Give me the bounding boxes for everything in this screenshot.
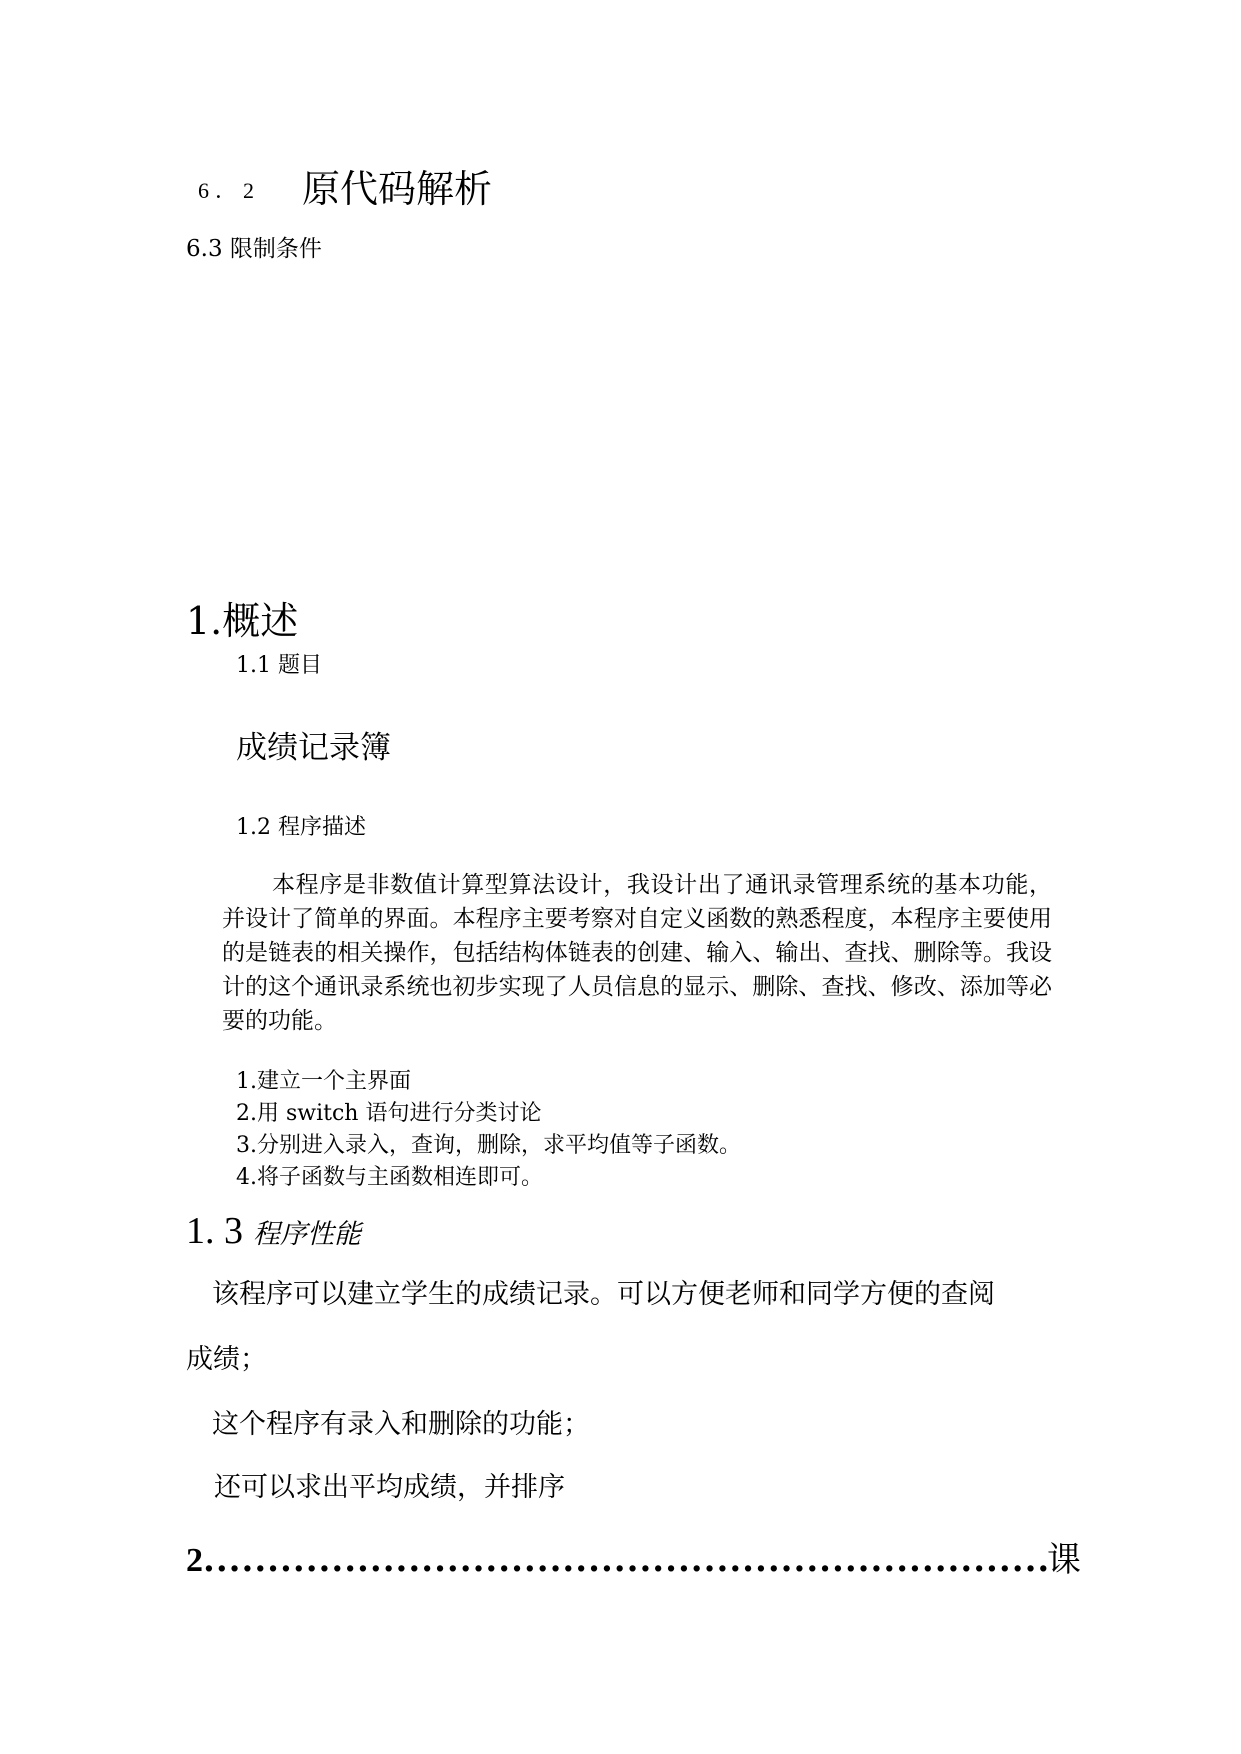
performance-line-2: 成绩； — [186, 1344, 267, 1375]
section-1-3-heading — [186, 1208, 361, 1253]
section-1-1-heading: 1.1 题目 — [236, 653, 322, 678]
section-1-3-title: 程序性能 — [253, 1219, 361, 1250]
program-description: 本程序是非数值计算型算法设计，我设计出了通讯录管理系统的基本功能，并设计了简单的界面。本程序主要考察对自定义函数的熟悉程度，本程序主要使用的是链表的相关操作，包括结构体链表的创建、输入、输出、查找、删除等。我设计的这个通讯录系统也初步实现了人员信息的显示、删除、查找、修改、添加等必要的功能。 — [222, 872, 1052, 1034]
toc-entry — [186, 1532, 1081, 1581]
steps-list — [236, 1066, 741, 1194]
list-item: 1.建立一个主界面 — [236, 1069, 411, 1094]
section-6-2-number: 6．2 — [198, 178, 261, 203]
toc-entry-number: 2 — [186, 1542, 203, 1579]
section-1-3-number: 1. 3 — [186, 1210, 243, 1252]
toc-leader-dots — [203, 1540, 1047, 1580]
performance-line-3: 这个程序有录入和删除的功能； — [212, 1409, 590, 1440]
chapter-1-heading: 1.概述 — [186, 599, 299, 643]
section-6-2-title: 原代码解析 — [302, 167, 493, 211]
list-item: 4.将子函数与主函数相连即可。 — [236, 1165, 543, 1190]
performance-line-4: 还可以求出平均成绩，并排序 — [214, 1472, 565, 1503]
performance-line-1: 该程序可以建立学生的成绩记录。可以方便老师和同学方便的查阅 — [212, 1279, 995, 1310]
section-6-3-heading: 6.3 限制条件 — [186, 236, 322, 262]
list-item: 3.分别进入录入，查询，删除，求平均值等子函数。 — [236, 1133, 741, 1158]
section-1-2-heading: 1.2 程序描述 — [236, 815, 366, 840]
list-item: 2.用 switch 语句进行分类讨论 — [236, 1101, 542, 1126]
toc-entry-text: 课 — [1047, 1540, 1081, 1580]
topic-title: 成绩记录簿 — [236, 730, 391, 766]
